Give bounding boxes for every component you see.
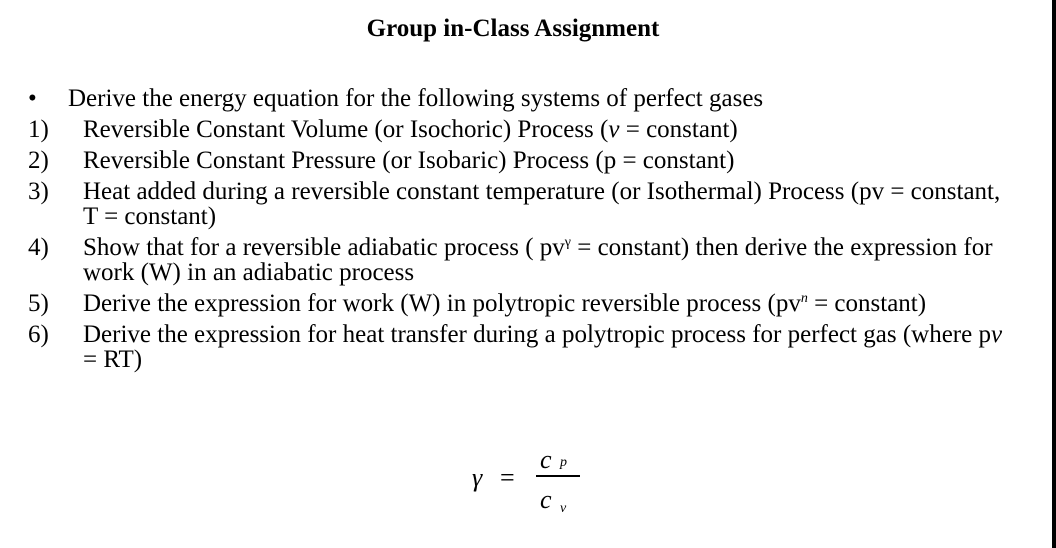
gamma-formula xyxy=(468,445,608,525)
item-number: 1) xyxy=(28,116,49,143)
page-title: Group in-Class Assignment xyxy=(366,15,660,42)
item-number: 4) xyxy=(28,234,49,261)
formula-numerator-subscript: p xyxy=(560,455,567,470)
fraction-bar xyxy=(536,475,580,477)
formula-denominator: c xyxy=(540,485,552,514)
gamma-superscript: γ xyxy=(564,235,571,250)
item-text: Show that for a reversible adiabatic process ( $pv^\gamma$ = constant) then derive the expression for work (W) in an adiabatic process xyxy=(83,234,993,286)
formula-gamma: γ xyxy=(472,463,483,492)
item-number: 5) xyxy=(28,290,49,317)
list-item-2 xyxy=(28,148,1018,173)
bullet-text: Derive the energy equation for the following systems of perfect gases xyxy=(68,85,764,112)
assignment-list xyxy=(28,86,1018,378)
list-item-6 xyxy=(28,322,1018,372)
list-item-5 xyxy=(28,291,1018,316)
var-v: v xyxy=(608,116,620,143)
bullet-item xyxy=(28,86,1018,111)
item-text: Derive the expression for work (W) in polytropic reversible process ($pv^n$ = constant) xyxy=(83,290,927,317)
item-number: 3) xyxy=(28,178,49,205)
right-edge-border xyxy=(1052,0,1056,548)
item-text: Reversible Constant Pressure (or Isobaric) Process (p = constant) xyxy=(83,147,735,174)
formula-numerator: c xyxy=(540,445,552,474)
bullet-marker: • xyxy=(28,85,37,112)
item-text: Heat added during a reversible constant temperature (or Isothermal) Process (pv = constant, T = constant) xyxy=(83,178,1001,230)
n-superscript: n xyxy=(800,291,808,306)
formula-equals: = xyxy=(500,463,515,492)
item-text: Reversible Constant Volume (or Isochoric) Process (v = constant) xyxy=(83,116,738,143)
item-text: Derive the expression for heat transfer during a polytropic process for perfect gas (where pv = RT) xyxy=(83,321,1003,373)
item-number: 2) xyxy=(28,147,49,174)
list-item-1 xyxy=(28,117,1018,142)
formula-denominator-subscript: v xyxy=(560,501,567,516)
list-item-4 xyxy=(28,235,1018,285)
list-item-3 xyxy=(28,179,1018,229)
item-number: 6) xyxy=(28,321,49,348)
var-v: v xyxy=(990,321,1003,348)
